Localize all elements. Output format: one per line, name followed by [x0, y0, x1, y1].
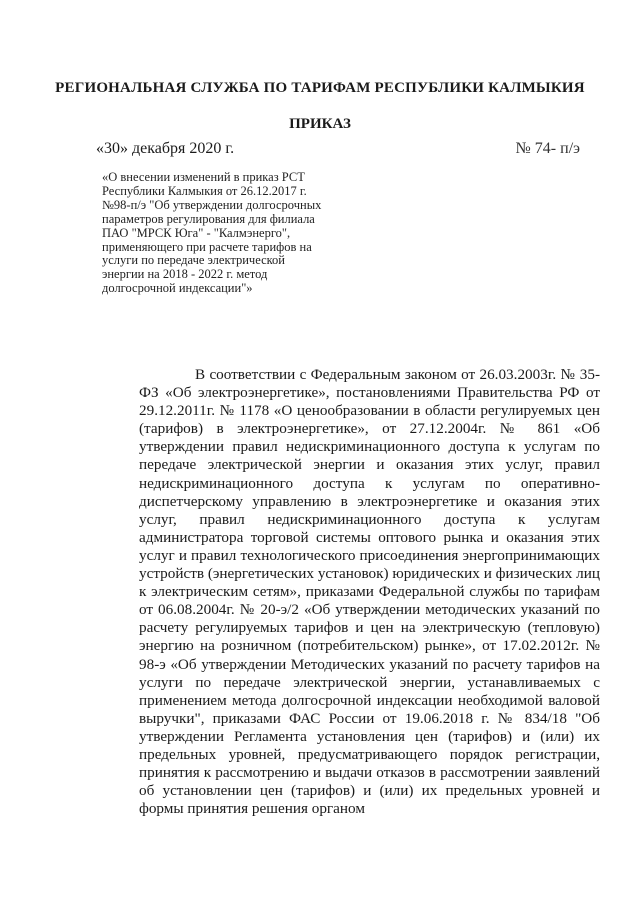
document-type: ПРИКАЗ [289, 116, 351, 132]
document-date: «30» декабря 2020 г. [96, 140, 235, 157]
agency-name: РЕГИОНАЛЬНАЯ СЛУЖБА ПО ТАРИФАМ РЕСПУБЛИКИ КАЛМЫКИЯ [55, 80, 585, 96]
document-number: № 74- п/э [515, 140, 580, 157]
document-subject: «О внесении изменений в приказ РСТ Республики Калмыкия от 26.12.2017 г. №98-п/э "Об утверждении долгосрочных параметров регулирования для филиала ПАО "МРСК Юга" - "Калмэнерго", применяющего при расчете тарифов на услуги по передаче электрической энергии на 2018 - 2022 г. метод долгосрочной индексации"» [102, 170, 322, 296]
document-body: В соответствии с Федеральным законом от 26.03.2003г. № 35-ФЗ «Об электроэнергетике», постановлениями Правительства РФ от 29.12.2011г. № 1178 «О ценообразовании в области регулируемых цен (тарифов) в электроэнергетике», от 27.12.2004г. № 861 «Об утверждении правил недискриминационного доступа к услугам по передаче электрической энергии и оказания этих услуг, правил недискриминационного доступа к услугам по оперативно-диспетчерскому управлению в электроэнергетике и оказания этих услуг, правил недискриминационного доступа к услугам администратора торговой системы оптового рынка и оказания этих услуг и правил технологического присоединения энергопринимающих устройств (энергетических установок) юридических и физических лиц к электрическим сетям», приказами Федеральной службы по тарифам от 06.08.2004г. № 20-э/2 «Об утверждении методических указаний по расчету регулируемых тарифов и цен на электрическую (тепловую) энергию на розничном (потребительском) рынке», от 17.02.2012г. № 98-э «Об утверждении Методических указаний по расчету тарифов на услуги по передаче электрической энергии, устанавливаемых с применением метода долгосрочной индексации необходимой валовой выручки", приказами ФАС России от 19.06.2018 г. № 834/18 "Об утверждении Регламента установления цен (тарифов) и (или) их предельных уровней, предусматривающего порядок регистрации, принятия к рассмотрению и выдачи отказов в рассмотрении заявлений об установлении цен (тарифов) и (или) их предельных уровней и формы принятия решения органом [139, 366, 600, 818]
